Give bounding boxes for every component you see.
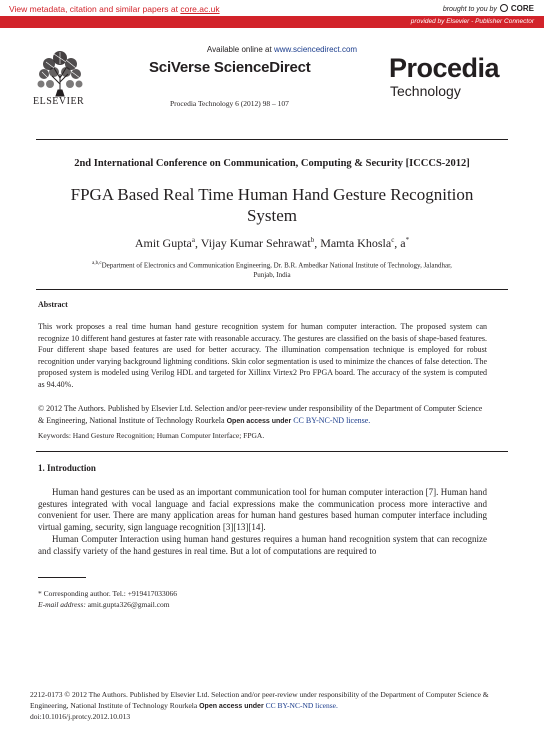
- sciverse-sciencedirect-logo: SciVerse ScienceDirect: [149, 59, 311, 76]
- introduction-body: [38, 487, 487, 557]
- author-name: Vijay Kumar Sehrawat: [200, 236, 311, 250]
- elsevier-wordmark: ELSEVIER: [33, 96, 85, 107]
- core-banner: [0, 0, 544, 16]
- core-left-text: View metadata, citation and similar papers at: [9, 4, 178, 14]
- copyright-text: © 2012 The Authors. Published by Elsevier Ltd. Selection and/or peer-review under responsibility of the Department of Computer Science & Engineering, National Institute of Technology Rourkela: [38, 404, 483, 425]
- author-list: Amit Gupta$^a$, Vijay Kumar Sehrawat$^b$, Mamta Khosla$^c$, a*: [134, 236, 410, 250]
- email-label: E-mail address:: [38, 600, 86, 609]
- abstract-text: This work proposes a real time human hand gesture recognition system for human computer interaction. The proposed system can recognize 10 different hand gestures at faster rate with reasonable accuracy. The gestures are classified on the basis of shape-based features. Four different shape based features are used for better accuracy. The illumination compensation technique is employed for robust recognition under varying background lightning conditions. Skin color segmentation is used to minimize the chances of false detection. The proposed system is modeled using Verilog HDL and targeted for Xillinx Virtex2 Pro FPGA board. The accuracy of the system is computed as 94.40%.: [38, 322, 487, 389]
- author-affiliation-mark: c: [391, 236, 395, 244]
- provided-by-text: provided by Elsevier - Publisher Connector: [410, 18, 534, 25]
- email-address[interactable]: amit.gupta326@gmail.com: [87, 600, 170, 609]
- header-divider: [36, 139, 508, 140]
- abstract-heading: Abstract: [38, 300, 68, 309]
- paragraph: Human hand gestures can be used as an important communication tool for human computer interaction [7]. Human hand gestures integrated with vocal language and facial expressions make the communication process more interactive and convenient for user. There are many application areas for human hand gestures based human computer interface including virtual gaming, security, sign language recognition [3][13][14].: [38, 487, 487, 533]
- affiliation-text: Department of Electronics and Communication Engineering, Dr. B.R. Ambedkar National Institute of Technology, Jalandhar, Punjab, India: [101, 261, 452, 280]
- author-affiliation-mark: a: [191, 236, 195, 244]
- page-footer: [30, 690, 520, 723]
- footer-cc-license-link[interactable]: CC BY-NC-ND license.: [265, 700, 338, 710]
- procedia-technology-label: Technology: [390, 83, 461, 99]
- abstract-top-divider: [36, 289, 508, 290]
- procedia-logo: Procedia: [389, 53, 500, 83]
- author-affiliation-mark: b: [310, 236, 315, 244]
- paper-title: FPGA Based Real Time Human Hand Gesture Recognition System: [70, 185, 474, 225]
- cc-license-link[interactable]: CC BY-NC-ND license.: [293, 415, 371, 425]
- affiliation-mark: a,b,c: [92, 261, 102, 266]
- core-link[interactable]: core.ac.uk: [180, 4, 220, 14]
- core-right-text: brought to you by: [442, 6, 497, 13]
- paragraph: Human Computer Interaction using human hand gestures requires a human hand recognition system that can recognize and classify variety of the hand gestures in real time. But a lot of computations are required to: [38, 533, 487, 556]
- author-name: Mamta Khosla: [320, 236, 392, 250]
- footer-open-access-label: Open access under: [199, 702, 264, 710]
- open-access-label: Open access under: [226, 417, 292, 425]
- doi[interactable]: doi:10.1016/j.protcy.2012.10.013: [30, 712, 131, 721]
- section-heading: 1. Introduction: [38, 463, 96, 473]
- footnote-divider: [38, 577, 86, 578]
- footer-issn-text: 2212-0173 © 2012 The Authors. Published by Elsevier Ltd. Selection and/or peer-review under responsibility of the Department of Computer Science & Engineering, National Institute of Technology Rourkela: [30, 690, 489, 710]
- available-online-prefix: Available online at: [206, 45, 272, 54]
- sciencedirect-url[interactable]: www.sciencedirect.com: [273, 45, 358, 54]
- core-logo: CORE: [510, 4, 534, 13]
- author-name: Amit Gupta: [134, 236, 192, 250]
- conference-name: 2nd International Conference on Communication, Computing & Security [ICCCS-2012]: [74, 158, 470, 169]
- journal-reference: Procedia Technology 6 (2012) 98 – 107: [170, 99, 289, 108]
- corresponding-author-note: * Corresponding author. Tel.: +919417033066: [38, 589, 177, 598]
- core-brought-by[interactable]: [443, 4, 534, 13]
- abstract-bottom-divider: [36, 451, 508, 452]
- affiliation: [90, 259, 454, 280]
- core-metadata-link-text[interactable]: [9, 4, 220, 14]
- core-logo-icon: [500, 4, 508, 12]
- author-name: a: [400, 236, 406, 250]
- copyright-notice: [38, 403, 487, 427]
- author-affiliation-mark: *: [405, 236, 410, 244]
- provided-by-bar: [0, 16, 544, 28]
- email-note: [38, 599, 177, 610]
- keywords: Keywords: Hand Gesture Recognition; Human Computer Interface; FPGA.: [38, 431, 265, 440]
- footnotes: [38, 588, 177, 610]
